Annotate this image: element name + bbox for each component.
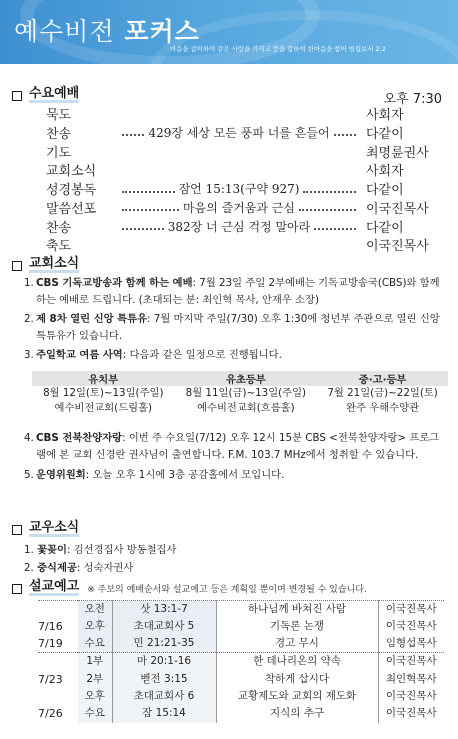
youth-table-header: 중·고·등부: [317, 371, 448, 386]
worship-item-leader: 다같이: [366, 220, 404, 236]
worship-item-detail: [112, 244, 366, 246]
worship-row: [46, 217, 442, 236]
sermon-date: 7/16: [38, 620, 63, 634]
sermon-slot: 오전: [78, 601, 112, 619]
worship-heading-label: 수요예배: [29, 86, 80, 101]
worship-item-leader: 이국진목사: [366, 239, 429, 255]
worship-item-label: 축도: [46, 239, 72, 255]
dotted-leader: [334, 134, 356, 136]
worship-item-content: 429장 세상 모든 풍파 너를 흔들어: [148, 125, 330, 140]
banner-subtitle: 마음을 같이하여 같은 사랑을 가지고 뜻을 합하여 한마음을 품어 빌립보서 2:2: [170, 45, 386, 53]
sermon-slot: 수요: [78, 705, 112, 722]
news-item: [24, 347, 442, 364]
youth-table-date: 7월 21일(금)~22일(토): [327, 387, 438, 400]
sermon-slot: 오후: [78, 618, 112, 635]
worship-row: [46, 236, 442, 255]
sermon-scripture: 초대교회사 6: [112, 688, 216, 705]
dotted-leader: [299, 209, 356, 211]
dotted-leader: [122, 134, 144, 136]
youth-table-date: 8월 12일(토)~13일(주일): [43, 387, 164, 400]
news-item: [24, 467, 442, 484]
worship-heading: [12, 88, 79, 103]
news-item: [24, 311, 442, 344]
sermon-preview-heading-label: 설교예고: [29, 579, 80, 594]
sermon-pastor: 이국진목사: [385, 689, 437, 702]
worship-item-detail: [112, 112, 366, 114]
worship-row: [46, 179, 442, 198]
worship-item-detail: [112, 124, 366, 141]
worship-item-label: 묵도: [46, 107, 72, 123]
youth-table-place: 완주 우해수양관: [346, 401, 420, 414]
members-item: [24, 541, 176, 559]
worship-item-detail: [112, 199, 366, 216]
news-item-text: : 다음과 같은 일정으로 진행됩니다.: [122, 349, 282, 361]
worship-item-detail: [112, 218, 366, 235]
worship-item-leader: 사회자: [366, 107, 404, 123]
banner-title-focus: 포커스: [124, 17, 200, 46]
worship-item-leader: 다같이: [366, 183, 404, 199]
sermon-slot: 오후: [78, 688, 112, 705]
worship-item-label: 찬송: [46, 126, 72, 142]
news-item-number: 5.: [24, 469, 34, 481]
members-item-number: 1.: [24, 544, 38, 556]
sermon-date: [38, 601, 78, 619]
youth-table-date: 8월 11일(금)~13일(주일): [185, 387, 307, 400]
sermon-scripture: 마 20:1-16: [112, 653, 216, 671]
news-list-continued: [24, 430, 442, 488]
worship-item-detail: [112, 180, 366, 197]
members-item-text: : 김선경집사 방동철집사: [66, 544, 177, 556]
sermon-pastor: 최인혁목사: [385, 672, 437, 685]
worship-item-label: 말씀선포: [46, 201, 97, 217]
checkbox-square-icon: [12, 261, 22, 271]
news-item: [24, 275, 442, 308]
news-item-title: 제 8차 열린 신앙 특튜유: [36, 313, 148, 325]
youth-table-place: 예수비전교회(드림홀): [54, 401, 153, 414]
sermon-scripture: 벧전 3:15: [112, 670, 216, 687]
news-list: [24, 275, 442, 367]
worship-item-content: 마음의 즐거움과 근심: [183, 200, 295, 215]
news-item-text: : 오늘 오후 1시에 3층 공감홀에서 모입니다.: [85, 469, 285, 481]
sermon-preview-row: [38, 635, 444, 653]
news-item-title: 주일학교 여름 사역: [36, 349, 123, 361]
worship-time: 오후 7:30: [383, 92, 442, 107]
worship-order: [46, 104, 442, 254]
youth-table-place: 예수비전교회(흐름홀): [197, 401, 295, 414]
worship-item-content: 잠언 15:13(구약 927): [178, 182, 300, 197]
sermon-title: 경고 무시: [216, 635, 378, 653]
news-item: [24, 430, 442, 463]
sermon-title: 하나님께 바쳐진 사람: [216, 601, 378, 619]
sermon-slot: 2부: [78, 670, 112, 687]
worship-item-label: 교회소식: [46, 164, 97, 180]
worship-item-leader: 다같이: [366, 126, 404, 142]
youth-schedule-table: [32, 371, 448, 415]
dotted-leader: [122, 228, 164, 230]
sermon-date: [38, 688, 78, 705]
sermon-pastor: 이국진목사: [378, 653, 444, 671]
sermon-pastor: 이국진목사: [385, 620, 437, 633]
sermon-title: 한 데나리온의 약속: [216, 653, 378, 671]
checkbox-square-icon: [12, 91, 22, 101]
sermon-date: 7/26: [38, 707, 63, 721]
worship-item-label: 찬송: [46, 220, 72, 236]
news-item-number: 2.: [24, 313, 34, 325]
youth-table-header: 유치부: [32, 371, 175, 386]
news-item-title: CBS 기독교방송과 함께 하는 예배: [36, 277, 193, 289]
members-heading-label: 교우소식: [29, 520, 80, 535]
news-item-text: : 7월 23일 주일 2부예배는 기독교방송국(CBS)와 함께 하는 예배로 드립니다. (초대되는 분: 최인혁 목사, 안재우 소장): [36, 277, 440, 306]
members-list: [24, 541, 176, 577]
dotted-leader: [122, 209, 179, 211]
sermon-scripture: 초대교회사 5: [112, 618, 216, 635]
banner-title: [14, 12, 200, 48]
members-item-number: 2.: [24, 562, 38, 574]
sermon-preview-row: [38, 601, 444, 619]
youth-table-header: 유초등부: [175, 371, 318, 386]
sermon-title: 교황제도와 교회의 제도화: [216, 688, 378, 705]
worship-item-content: 382장 너 근심 걱정 말아라: [167, 219, 311, 234]
sermon-preview-row: [38, 688, 444, 705]
sermon-slot: 수요: [78, 635, 112, 653]
dotted-leader: [303, 191, 356, 193]
worship-row: [46, 104, 442, 123]
members-item: [24, 559, 176, 577]
sermon-date: 7/19: [38, 637, 63, 651]
sermon-date: [38, 653, 78, 671]
sermon-title: 착하게 삽시다: [216, 670, 378, 687]
checkbox-square-icon: [12, 525, 22, 535]
header-banner: [0, 0, 458, 64]
sermon-slot: 1부: [78, 653, 112, 671]
sermon-scripture: 민 21:21-35: [112, 635, 216, 653]
members-item-title: 중식제공: [37, 562, 77, 574]
worship-item-detail: [112, 169, 366, 171]
worship-item-label: 성경봉독: [46, 183, 97, 199]
dotted-leader: [314, 228, 356, 230]
news-heading-label: 교회소식: [29, 256, 80, 271]
sermon-preview-row: [38, 653, 444, 671]
worship-item-leader: 이국진목사: [366, 201, 429, 217]
news-item-number: 3.: [24, 349, 34, 361]
sermon-preview-heading: [12, 581, 367, 596]
sermon-scripture: 삿 13:1-7: [112, 601, 216, 619]
dotted-leader: [122, 191, 175, 193]
banner-title-main: 예수비전: [14, 17, 115, 46]
worship-item-leader: 사회자: [366, 164, 404, 180]
sermon-preview-row: [38, 670, 444, 687]
news-item-number: 1.: [24, 277, 34, 289]
worship-item-leader: 최명륜권사: [366, 145, 429, 161]
sermon-preview-note: ※ 주보의 예배순서와 설교예고 등은 계획일 뿐이며 변경될 수 있습니다.: [87, 585, 367, 595]
sermon-title: 지식의 추구: [216, 705, 378, 722]
news-heading: [12, 258, 79, 273]
news-item-number: 4.: [24, 432, 34, 444]
worship-row: [46, 198, 442, 217]
sermon-preview-table: [38, 600, 444, 723]
sermon-pastor: 이국진목사: [385, 707, 437, 720]
sermon-pastor: 임형섭목사: [385, 637, 437, 650]
sermon-pastor: 이국진목사: [378, 601, 444, 619]
sermon-title: 기독론 논쟁: [216, 618, 378, 635]
members-item-text: : 성숙자권사: [76, 562, 134, 574]
members-heading: [12, 522, 79, 537]
worship-row: [46, 160, 442, 179]
news-item-text: : 7월 마지막 주일(7/30) 오후 1:30에 청년부 주관으로 열린 신앙 특튜유가 있습니다.: [36, 313, 440, 342]
worship-row: [46, 142, 442, 161]
worship-item-detail: [112, 150, 366, 152]
sermon-preview-row: [38, 618, 444, 635]
members-item-title: 꽃꽂이: [37, 544, 67, 556]
sermon-preview-row: [38, 705, 444, 722]
sermon-date: 7/23: [38, 672, 63, 686]
news-item-text: : 이번 주 수요일(7/12) 오후 12시 15분 CBS <전북찬양자랑> 프로그램에 본 교회 신경란 권사님이 출연합니다. F.M. 103.7 MHz에서 청취할 수 있습니다.: [36, 432, 440, 461]
sermon-scripture: 잠 15:14: [112, 705, 216, 722]
checkbox-square-icon: [12, 584, 22, 594]
news-item-title: 운영위원회: [36, 469, 86, 481]
worship-row: [46, 123, 442, 142]
news-item-title: CBS 전북찬양자랑: [36, 432, 123, 444]
worship-item-label: 기도: [46, 145, 72, 161]
